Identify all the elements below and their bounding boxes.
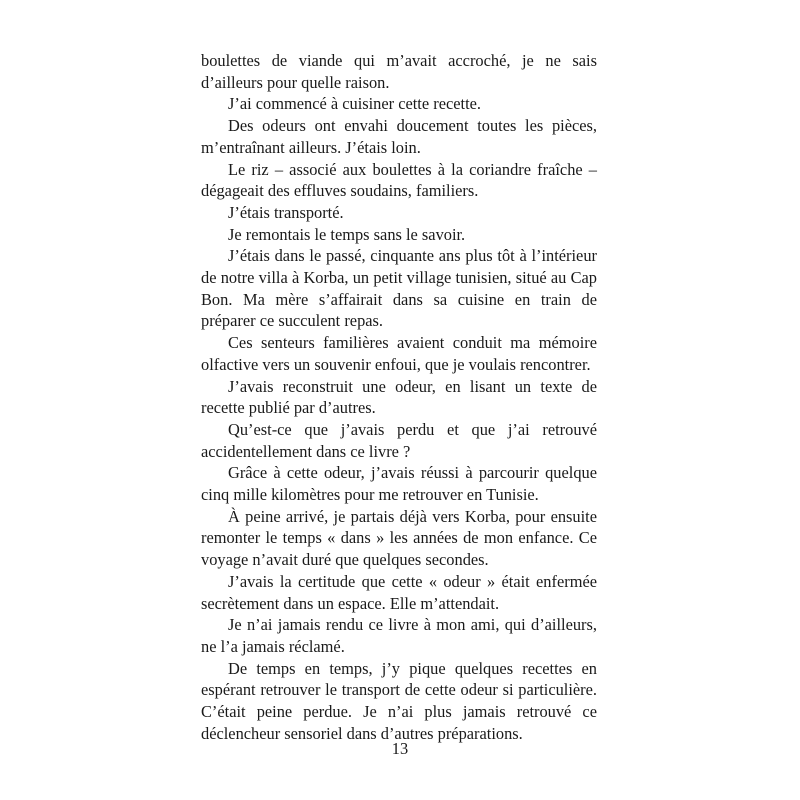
- paragraph: Des odeurs ont envahi doucement toutes les pièces, m’entraînant ailleurs. J’étais loin.: [201, 116, 597, 157]
- paragraph: Le riz – associé aux boulettes à la coriandre fraîche – dégageait des effluves soudains, familiers.: [201, 159, 597, 201]
- page-number: 13: [391, 739, 409, 758]
- paragraph: De temps en temps, j’y pique quelques recettes en espérant retrouver le transport de cette odeur si particulière. C’était peine perdue. Je n’ai plus jamais retrouvé ce déclencheur sensoriel dans d’autres préparations.: [201, 658, 597, 743]
- paragraph: J’avais la certitude que cette « odeur » était enfermée secrètement dans un espace. Elle m’attendait.: [201, 571, 597, 613]
- paragraph: Je n’ai jamais rendu ce livre à mon ami, qui d’ailleurs, ne l’a jamais réclamé.: [201, 615, 597, 656]
- paragraph: J’étais transporté.: [228, 202, 344, 222]
- body-text: [201, 50, 597, 745]
- paragraph: J’ai commencé à cuisiner cette recette.: [228, 94, 481, 114]
- paragraph: Qu’est-ce que j’avais perdu et que j’ai retrouvé accidentellement dans ce livre ?: [201, 419, 597, 461]
- paragraph: J’étais dans le passé, cinquante ans plus tôt à l’intérieur de notre villa à Korba, un petit village tunisien, situé au Cap Bon. Ma mère s’affairait dans sa cuisine en train de préparer ce succulent repas.: [201, 246, 597, 331]
- paragraph: J’avais reconstruit une odeur, en lisant un texte de recette publié par d’autres.: [201, 376, 597, 418]
- paragraph: Grâce à cette odeur, j’avais réussi à parcourir quelque cinq mille kilomètres pour me retrouver en Tunisie.: [201, 463, 597, 505]
- paragraph-continuation: boulettes de viande qui m’avait accroché, je ne sais d’ailleurs pour quelle raison.: [201, 51, 597, 92]
- paragraph: Ces senteurs familières avaient conduit ma mémoire olfactive vers un souvenir enfoui, que je voulais rencontrer.: [201, 333, 597, 374]
- paragraph: À peine arrivé, je partais déjà vers Korba, pour ensuite remonter le temps « dans » les années de mon enfance. Ce voyage n’avait duré que quelques secondes.: [201, 506, 597, 570]
- paragraph: Je remontais le temps sans le savoir.: [228, 224, 466, 244]
